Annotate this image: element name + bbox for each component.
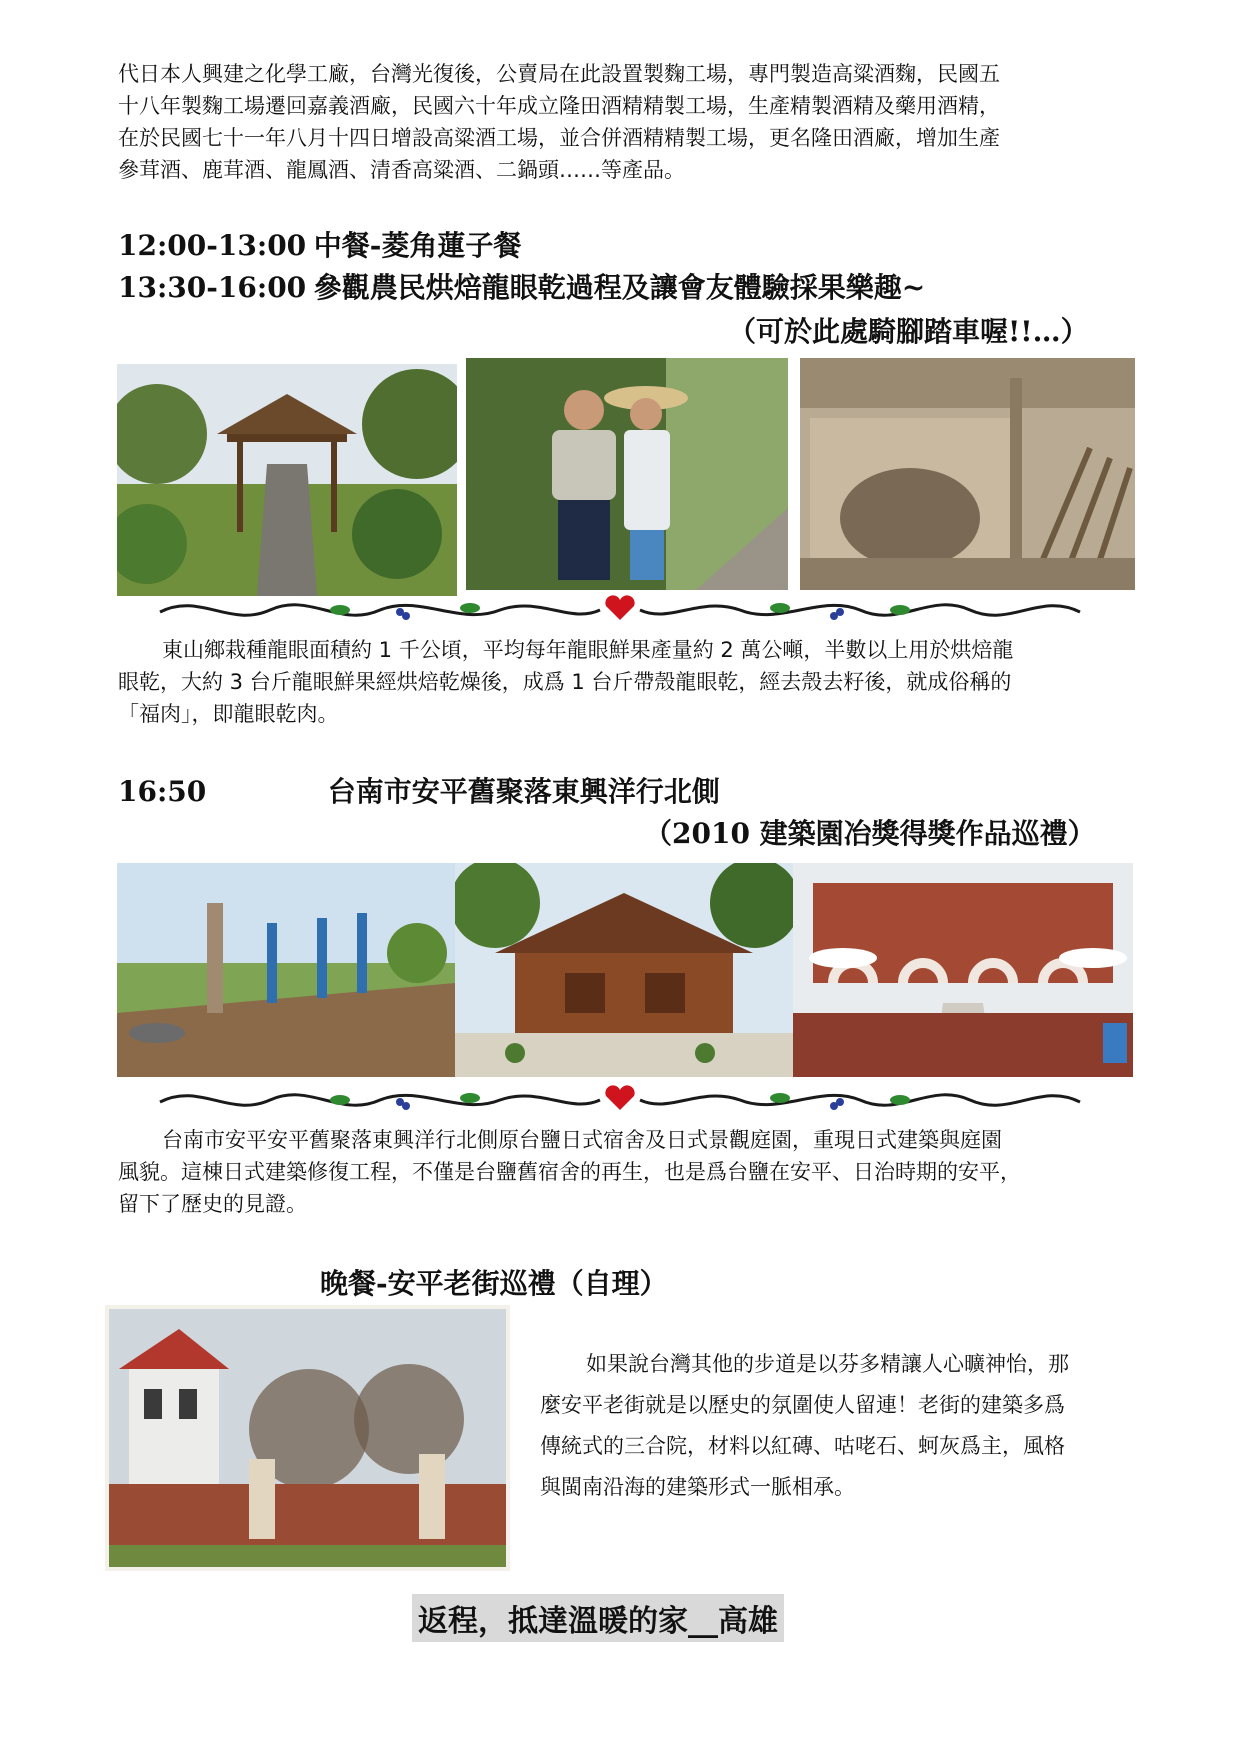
- schedule-time: 12:00-13:00: [118, 229, 307, 262]
- schedule-longan-heading: [118, 270, 925, 306]
- schedule-time: 13:30-16:00: [118, 271, 307, 304]
- heart-icon: [605, 595, 634, 620]
- schedule-lunch-heading: [118, 228, 521, 264]
- dinner-line: 麼安平老街就是以歷史的氛圍使人留連！老街的建築多爲: [540, 1393, 1065, 1417]
- dinner-heading: 晚餐-安平老街巡禮（自理）: [320, 1267, 668, 1300]
- vine-scroll-left: [160, 605, 600, 615]
- longan-line: 東山鄉栽種龍眼面積約 1 千公頃，平均每年龍眼鮮果產量約 2 萬公噸，半數以上用於烘焙龍: [162, 638, 1014, 662]
- schedule-title: 台南市安平舊聚落東興洋行北側: [327, 775, 720, 808]
- vine-divider: [140, 1080, 1100, 1120]
- anping-line: 留下了歷史的見證。: [118, 1192, 307, 1216]
- schedule-title: 中餐-菱角蓮子餐: [313, 229, 522, 262]
- intro-line: 在於民國七十一年八月十四日增設高粱酒工場，並合併酒精精製工場，更名隆田酒廠，增加生產: [118, 126, 1000, 150]
- vine-scroll-right: [640, 605, 1080, 615]
- heart-icon: [605, 1085, 634, 1110]
- dinner-line: 傳統式的三合院，材料以紅磚、咕咾石、蚵灰爲主，風格: [540, 1434, 1065, 1458]
- dinner-line: 與閩南沿海的建築形式一脈相承。: [540, 1475, 855, 1499]
- schedule-time: 16:50: [118, 775, 207, 808]
- photo-boardwalk: [117, 863, 455, 1077]
- anping-line: 風貌。這棟日式建築修復工程，不僅是台鹽舊宿舍的再生，也是爲台鹽在安平、日治時期的安平，: [118, 1160, 1021, 1184]
- photo-anping-fort: [105, 1305, 510, 1571]
- photo-kiln: [800, 358, 1135, 590]
- vine-divider: [140, 590, 1100, 630]
- schedule-longan-note: （可於此處騎腳踏車喔!!…）: [728, 315, 1089, 348]
- photo-cafe: [793, 863, 1133, 1077]
- vine-scroll-left: [160, 1095, 600, 1105]
- intro-line: 參茸酒、鹿茸酒、龍鳳酒、清香高粱酒、二鍋頭……等產品。: [118, 158, 685, 182]
- vine-scroll-right: [640, 1095, 1080, 1105]
- photo-couple: [466, 358, 788, 590]
- longan-paragraph: [118, 634, 1148, 730]
- anping-line: 台南市安平安平舊聚落東興洋行北側原台鹽日式宿舍及日式景觀庭園，重現日式建築與庭園: [162, 1128, 1002, 1152]
- closing-banner: 返程，抵達溫暖的家__高雄: [412, 1594, 784, 1642]
- anping-paragraph: [118, 1124, 1148, 1220]
- dinner-paragraph: [540, 1344, 1150, 1508]
- schedule-title: 參觀農民烘焙龍眼乾過程及讓會友體驗採果樂趣~: [313, 271, 926, 304]
- dinner-line: 如果說台灣其他的步道是以芬多精讓人心曠神怡，那: [586, 1352, 1069, 1376]
- longan-line: 眼乾，大約 3 台斤龍眼鮮果經烘焙乾燥後，成爲 1 台斤帶殼龍眼乾，經去殼去籽後，就成俗稱的: [118, 670, 1012, 694]
- intro-line: 代日本人興建之化學工廠，台灣光復後，公賣局在此設置製麴工場，專門製造高粱酒麴，民國五: [118, 62, 1000, 86]
- intro-paragraph: [118, 58, 1148, 186]
- photo-japanese-house: [455, 863, 793, 1077]
- photo-pavilion: [117, 364, 457, 596]
- intro-line: 十八年製麴工場遷回嘉義酒廠，民國六十年成立隆田酒精精製工場，生產精製酒精及藥用酒精，: [118, 94, 1000, 118]
- schedule-anping-note: （2010 建築園冶獎得獎作品巡禮）: [644, 817, 1096, 850]
- longan-line: 「福肉」，即龍眼乾肉。: [118, 702, 339, 726]
- schedule-anping-heading: [118, 774, 720, 810]
